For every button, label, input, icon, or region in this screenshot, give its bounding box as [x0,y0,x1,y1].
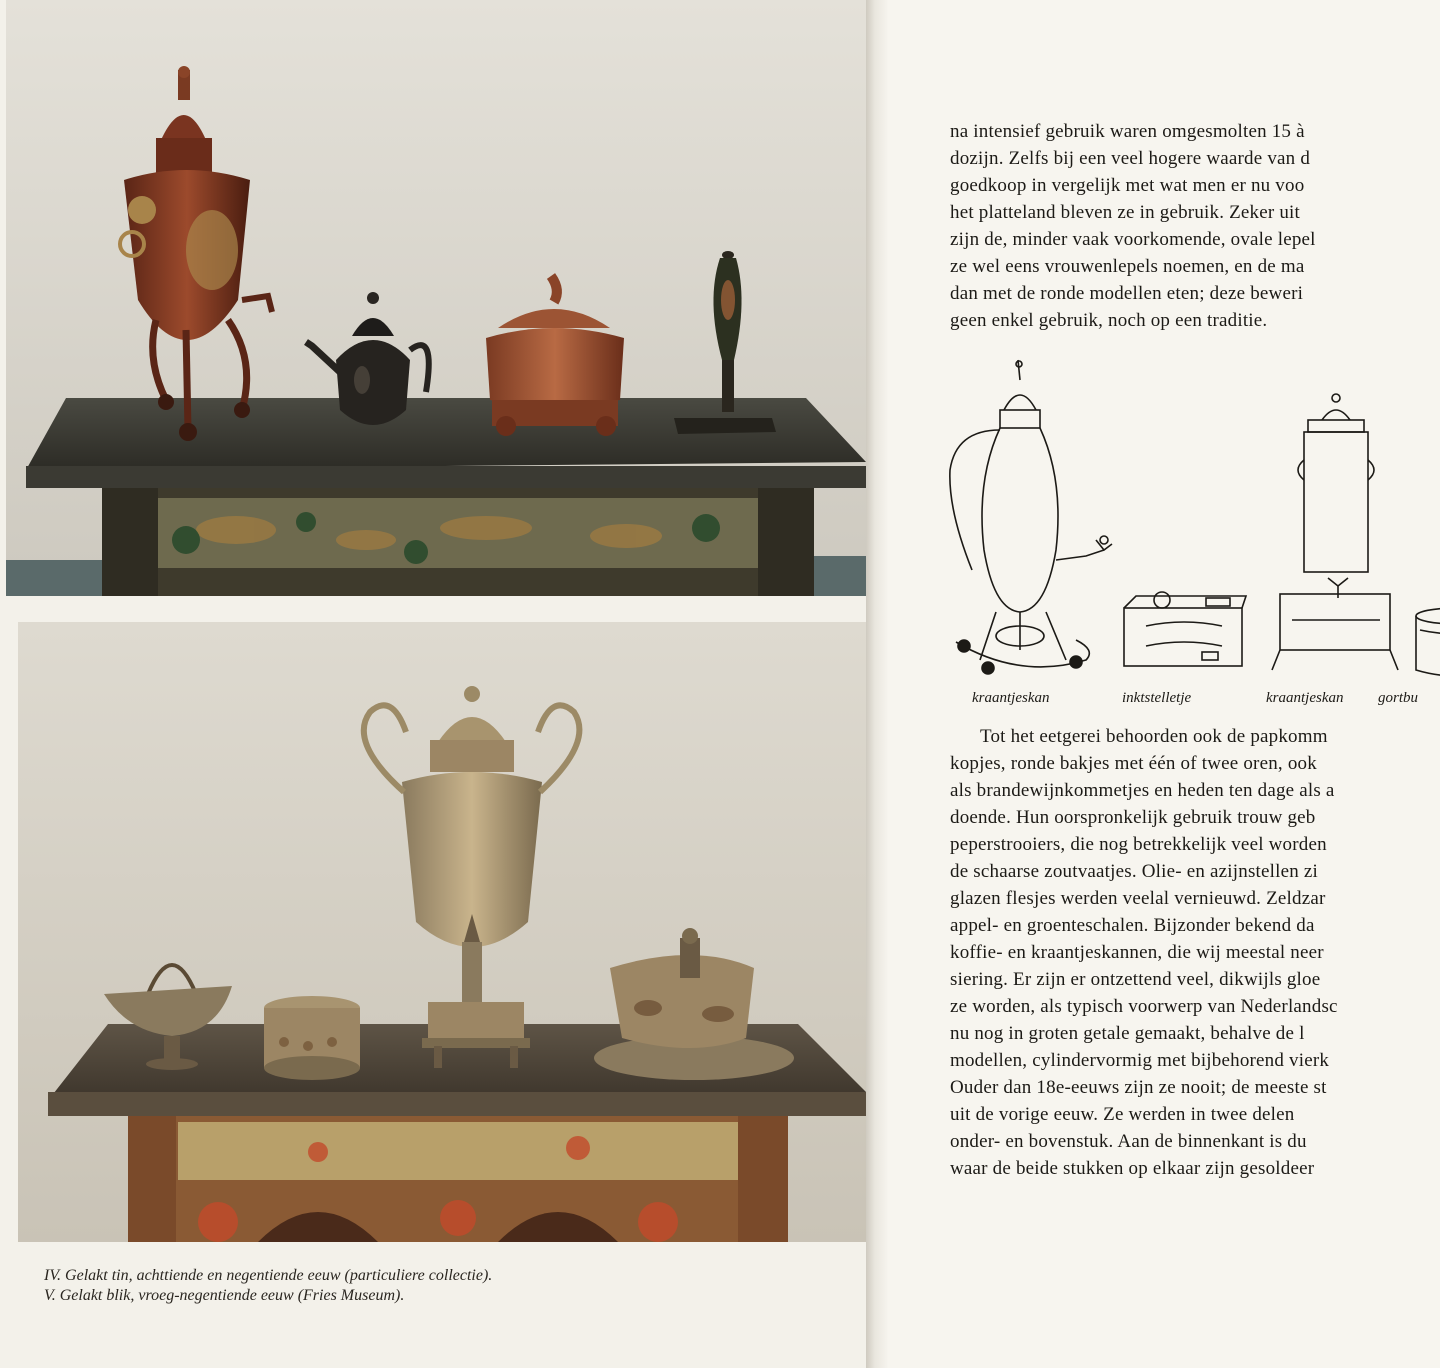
text-line: Tot het eetgerei behoorden ook de papkomm [980,726,1328,747]
drawing-inktstelletje [1124,592,1246,666]
text-line: onder- en bovenstuk. Aan de binnenkant is du [950,1131,1307,1152]
text-line: uit de vorige eeuw. Ze werden in twee delen [950,1104,1295,1125]
text-line: modellen, cylindervormig met bijbehorend vierk [950,1050,1330,1071]
caption-line-1: IV. Gelakt tin, achttiende en negentiende eeuw (particuliere collectie). [44,1267,493,1284]
paragraph-2 [950,723,1440,1182]
photo-caption [44,1266,844,1306]
text-line: peperstrooiers, die nog betrekkelijk veel worden [950,834,1327,855]
text-line: glazen flesjes werden veelal vernieuwd. Zeldzar [950,888,1326,909]
text-line: siering. Er zijn er ontzettend veel, dikwijls gloe [950,969,1321,990]
text-line: koffie- en kraantjeskannen, die wij meestal neer [950,942,1324,963]
text-line: na intensief gebruik waren omgesmolten 15 à [950,121,1305,142]
right-page [888,0,1440,1368]
text-line: doende. Hun oorspronkelijk gebruik trouw geb [950,807,1316,828]
photo-lacquered-tinplate [18,622,868,1242]
text-line: geen enkel gebruik, noch op een traditie. [950,310,1268,331]
text-line: kopjes, ronde bakjes met één of twee oren, ook [950,753,1317,774]
text-line: dan met de ronde modellen eten; deze beweri [950,283,1304,304]
illustration-label: gortbu [1378,690,1419,706]
text-line: ze wel eens vrouwenlepels noemen, en de ma [950,256,1305,277]
text-line: zijn de, minder vaak voorkomende, ovale lepel [950,229,1316,250]
illustration-label: kraantjeskan [1266,690,1344,706]
text-line: Ouder dan 18e-eeuws zijn ze nooit; de meeste st [950,1077,1327,1098]
drawing-kraantjeskan-1 [950,360,1112,674]
line-drawing-pewter [936,350,1440,690]
text-line: de schaarse zoutvaatjes. Olie- en azijnstellen zi [950,861,1318,882]
text-line: waar de beide stukken op elkaar zijn gesoldeer [950,1158,1315,1179]
text-line: het platteland bleven ze in gebruik. Zeker uit [950,202,1301,223]
text-line: appel- en groenteschalen. Bijzonder bekend da [950,915,1315,936]
illustration-label: inktstelletje [1122,690,1192,706]
text-line: dozijn. Zelfs bij een veel hogere waarde van d [950,148,1311,169]
drawing-kraantjeskan-2 [1272,394,1398,670]
caption-line-2: V. Gelakt blik, vroeg-negentiende eeuw (Fries Museum). [44,1287,405,1304]
photo-lacquered-tin [6,0,868,596]
paragraph-1 [950,118,1440,334]
drawing-gortbus [1416,608,1440,676]
text-line: ze worden, als typisch voorwerp van Nederlandsc [950,996,1338,1017]
illustration-label: kraantjeskan [972,690,1050,706]
text-line: goedkoop in vergelijk met wat men er nu voo [950,175,1305,196]
text-line: als brandewijnkommetjes en heden ten dage als a [950,780,1335,801]
text-line: nu nog in groten getale gemaakt, behalve de l [950,1023,1305,1044]
book-gutter [866,0,888,1368]
